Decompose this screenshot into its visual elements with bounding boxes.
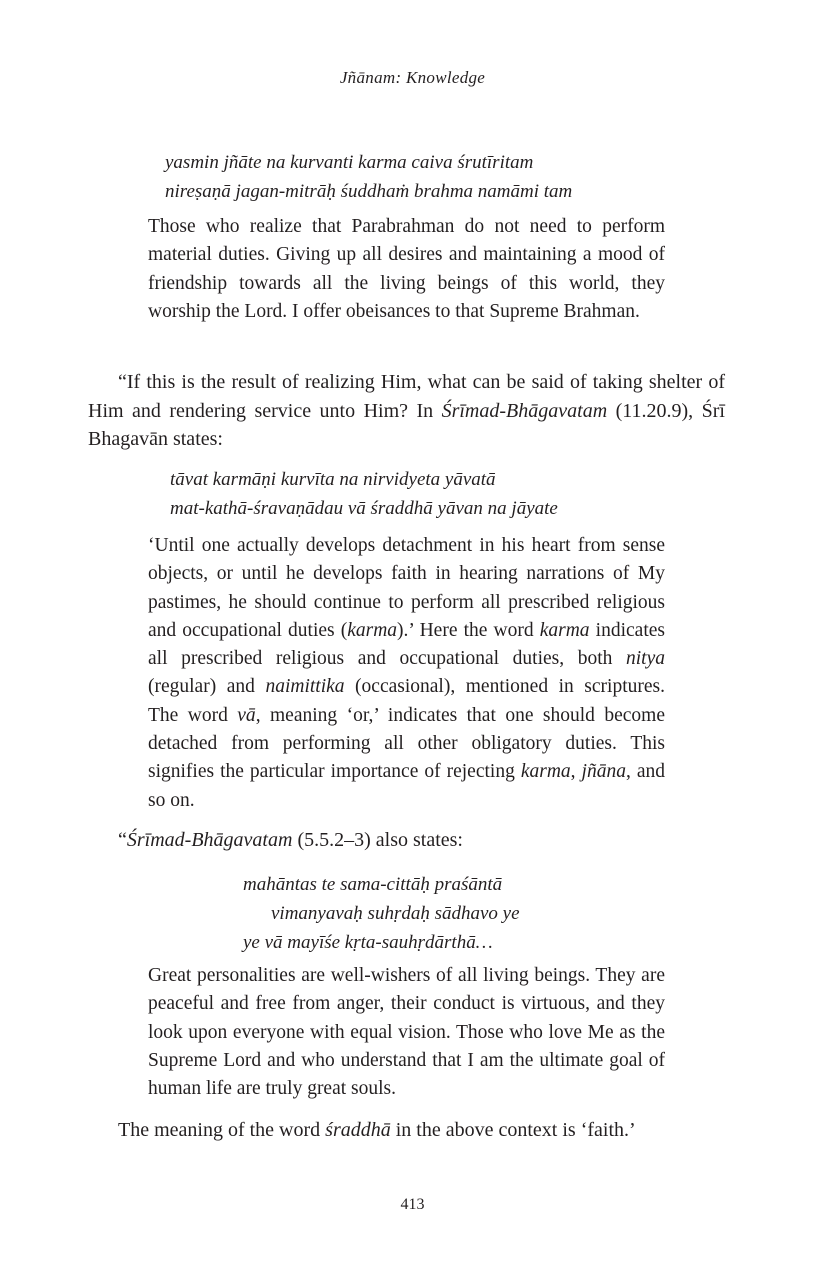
verse-1: [165, 148, 572, 206]
verse-3-line-1: mahāntas te sama-cittāḥ praśāntā: [243, 874, 503, 895]
translation-2-t9: (occasional), mentioned in scriptures. The word: [148, 676, 665, 726]
translation-2-t7: (regular) and: [148, 676, 266, 698]
paragraph-1: [88, 368, 725, 454]
translation-2-t11: , meaning ‘or,’ indicates that one should become detached from performing all other obligatory duties. This signifies the particular importance of rejecting: [148, 704, 665, 783]
paragraph-1-text-c: (11.20.9), Śrī Bhagavān states:: [88, 399, 725, 450]
paragraph-3-text-a: The meaning of the word: [118, 1119, 326, 1141]
translation-2-t10: vā: [237, 704, 256, 726]
translation-2: [148, 532, 665, 815]
translation-2-t14: jñāna: [581, 761, 626, 783]
verse-2-line-1: tāvat karmāṇi kurvīta na nirvidyeta yāvatā: [170, 469, 496, 490]
translation-1: Those who realize that Parabrahman do not need to perform material duties. Giving up all desires and maintaining a mood of friendship towards all the living beings of this world, they worship the Lord. I offer obeisances to that Supreme Brahman.: [148, 216, 665, 322]
translation-2-t1: ‘Until one actually develops detachment in his heart from sense objects, or until he develops faith in hearing narrations of My pastimes, he should continue to perform all prescribed religious and occupational duties (: [148, 535, 665, 641]
verse-3-line-3: ye vā mayīśe kṛta-sauhṛdārthā…: [243, 932, 493, 953]
translation-2-t6: nitya: [626, 648, 665, 670]
verse-1-line-1: yasmin jñāte na kurvanti karma caiva śrutīritam: [165, 152, 534, 173]
page-number: 413: [400, 1196, 425, 1213]
verse-2: [170, 465, 558, 523]
translation-2-t4: karma: [539, 619, 590, 641]
verse-3-line-2: vimanyavaḥ suhṛdaḥ sādhavo ye: [271, 903, 520, 924]
translation-2-t3: ).’ Here the word: [397, 619, 540, 641]
paragraph-2: [118, 826, 718, 855]
paragraph-2-text-c: (5.5.2–3) also states:: [292, 829, 463, 851]
translation-2-t15: , and so on.: [148, 761, 666, 811]
verse-3: [243, 870, 520, 957]
paragraph-1-text-a: “If this is the result of realizing Him, what can be said of taking shelter of Him and rendering service unto Him? In: [88, 371, 725, 422]
translation-2-t2: karma: [347, 619, 398, 641]
paragraph-3-text-b: śraddhā: [325, 1119, 391, 1141]
paragraph-2-text-b: Śrīmad-Bhāgavatam: [126, 829, 293, 851]
verse-1-line-2: nireṣaṇā jagan-mitrāḥ śuddhaṁ brahma namāmi tam: [165, 181, 573, 202]
paragraph-3: [118, 1116, 738, 1145]
running-head: Jñānam: Knowledge: [339, 68, 486, 87]
paragraph-2-text-a: “: [118, 829, 127, 851]
translation-2-t5: indicates all prescribed religious and occupational duties, both: [148, 619, 665, 670]
translation-2-t13: ,: [570, 761, 582, 783]
verse-2-line-2: mat-kathā-śravaṇādau vā śraddhā yāvan na jāyate: [170, 498, 558, 519]
translation-3: Great personalities are well-wishers of all living beings. They are peaceful and free from anger, their conduct is virtuous, and they look upon everyone with equal vision. Those who love Me as the Supreme Lord and who understand that I am the ultimate goal of human life are truly great souls.: [148, 965, 665, 1100]
translation-2-t8: naimittika: [265, 676, 345, 698]
paragraph-3-text-c: in the above context is ‘faith.’: [390, 1119, 636, 1141]
translation-2-t12: karma: [520, 761, 571, 783]
paragraph-1-text-b: Śrīmad-Bhāgavatam: [441, 399, 608, 422]
